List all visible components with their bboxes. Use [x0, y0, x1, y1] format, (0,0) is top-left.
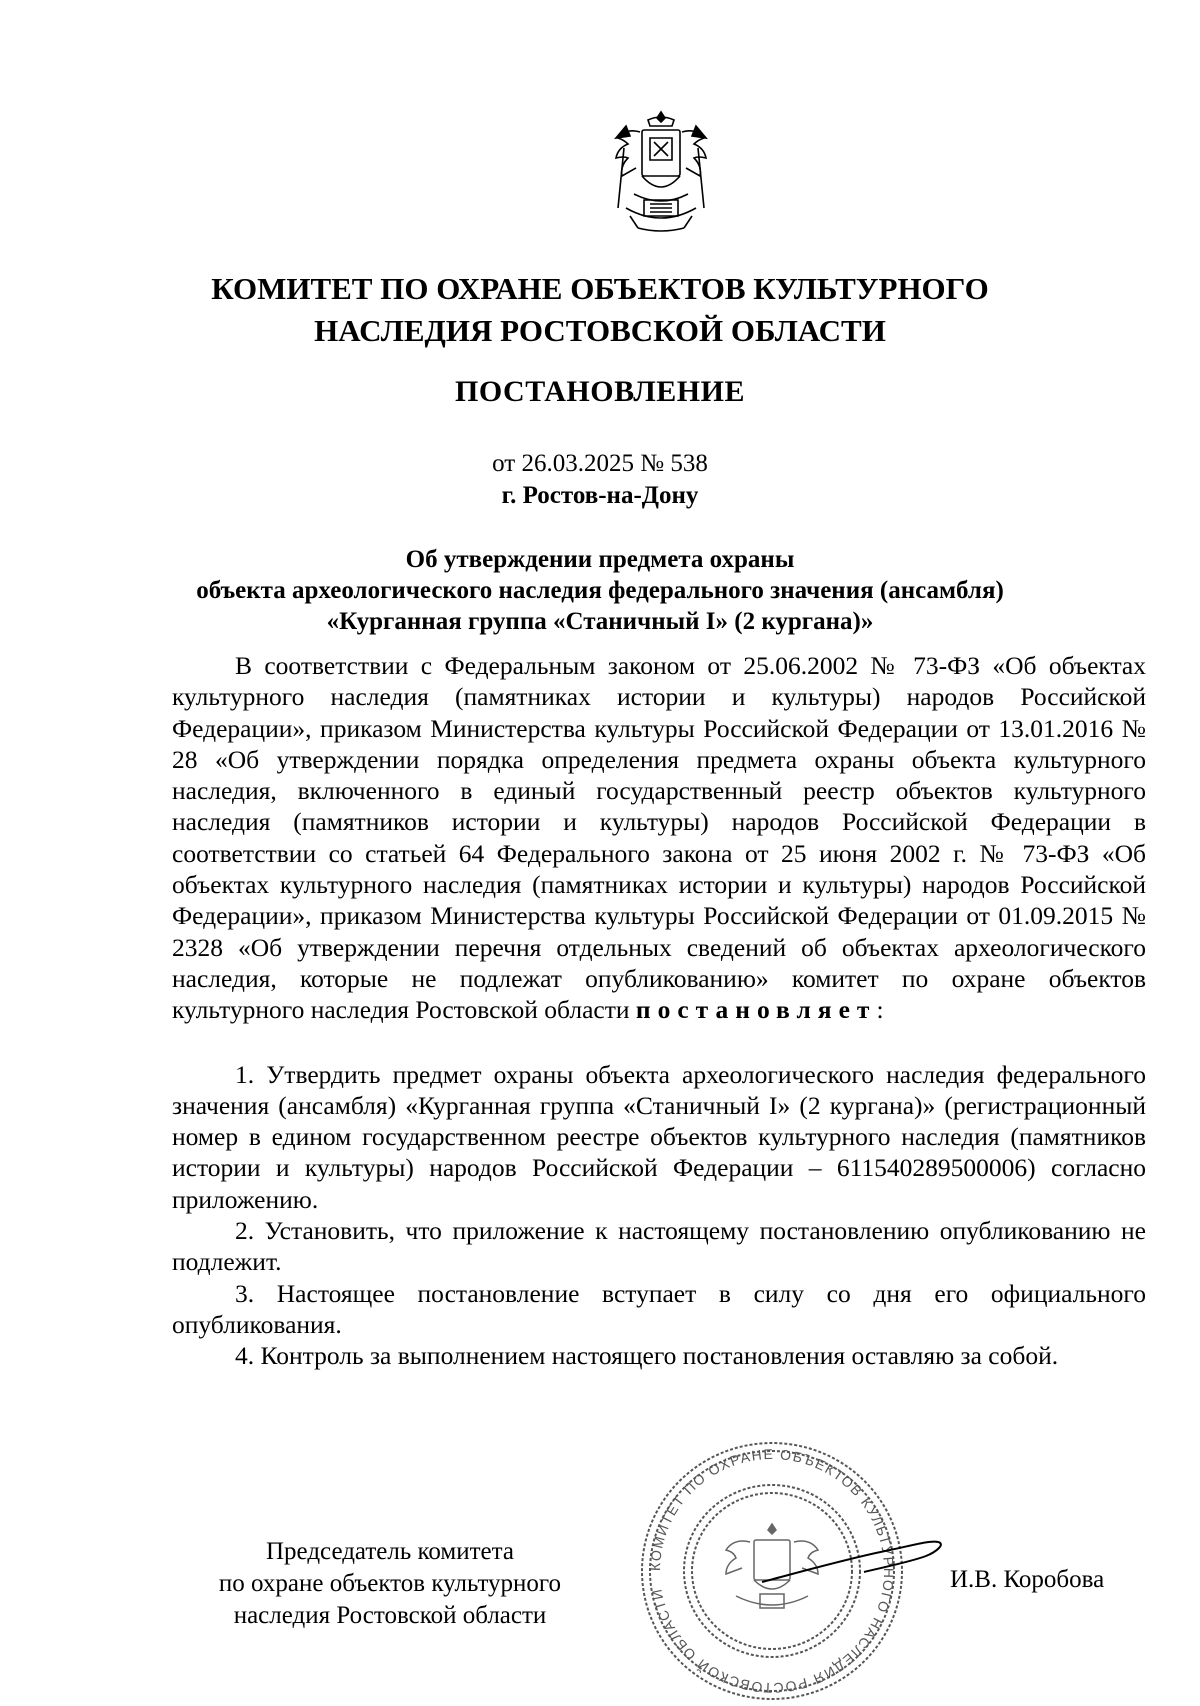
preamble-text: В соответствии с Федеральным законом от 25.06.2002 № 73-ФЗ «Об объектах культурного наследия (памятниках истории и культуры) народов Российской Федерации», приказом Министерства культуры Российской Федерации от 13.01.2016 № 28 «Об утверждении порядка определения предмета охраны объекта культурного наследия, включенного в единый государственный реестр объектов культурного наследия (памятников истории и культуры) народов Российской Федерации в соответствии со статьей 64 Федерального закона от 25 июня 2002 г. № 73-ФЗ «Об объектах культурного наследия (памятниках истории и культуры) народов Российской Федерации», приказом Министерства культуры Российской Федерации от 01.09.2015 № 2328 «Об утверждении перечня отдельных сведений об объектах археологического наследия, которые не подлежат опубликованию» комитет по охране объектов культурного наследия Ростовской области [172, 651, 1146, 1025]
item-3: 3. Настоящее постановление вступает в силу со дня его официального опубликования. [172, 1278, 1146, 1339]
seal-text: КОМИТЕТ ПО ОХРАНЕ ОБЪЕКТОВ КУЛЬТУРНОГО НАСЛЕДИЯ РОСТОВСКОЙ ОБЛАСТИ [646, 1445, 898, 1697]
item-2: 2. Установить, что приложение к настоящему постановлению опубликованию не подлежит. [172, 1216, 1146, 1277]
city: г. Ростов-на-Дону [501, 482, 699, 509]
document-body [172, 650, 1146, 1372]
handwritten-signature [760, 1530, 950, 1590]
signer-position-line-1: Председатель комитета [266, 1538, 514, 1565]
organization-name [0, 268, 1200, 352]
signer-position-line-3: наследия Ростовской области [233, 1602, 547, 1629]
resolves-word: постановляет [635, 995, 877, 1025]
document-type: ПОСТАНОВЛЕНИЕ [455, 375, 745, 408]
date-and-place [0, 448, 1200, 512]
title-line-1: Об утверждении предмета охраны [405, 546, 795, 573]
signer-position-line-2: по охране объектов культурного [218, 1570, 562, 1597]
coat-of-arms-emblem [604, 108, 718, 234]
org-line-1: КОМИТЕТ ПО ОХРАНЕ ОБЪЕКТОВ КУЛЬТУРНОГО [211, 271, 989, 306]
document-title [0, 544, 1200, 637]
preamble-paragraph [172, 650, 1146, 1026]
title-line-3: «Курганная группа «Станичный I» (2 кургана)» [326, 608, 874, 635]
title-line-2: объекта археологического наследия федерального значения (ансамбля) [196, 577, 1004, 604]
org-line-2: НАСЛЕДИЯ РОСТОВСКОЙ ОБЛАСТИ [314, 313, 886, 348]
signer-position [170, 1536, 610, 1632]
item-1: 1. Утвердить предмет охраны объекта археологического наследия федерального значения (ансамбля) «Курганная группа «Станичный I» (2 кургана)» (регистрационный номер в едином государственном реестре объектов культурного наследия (памятников истории и культуры) народов Российской Федерации – 611540289500006) согласно приложению. [172, 1059, 1146, 1214]
signer-name: И.В. Коробова [950, 1566, 1105, 1593]
item-4: 4. Контроль за выполнением настоящего постановления оставляю за собой. [235, 1341, 1059, 1371]
preamble-colon: : [876, 995, 884, 1025]
date-number: от 26.03.2025 № 538 [492, 450, 708, 477]
